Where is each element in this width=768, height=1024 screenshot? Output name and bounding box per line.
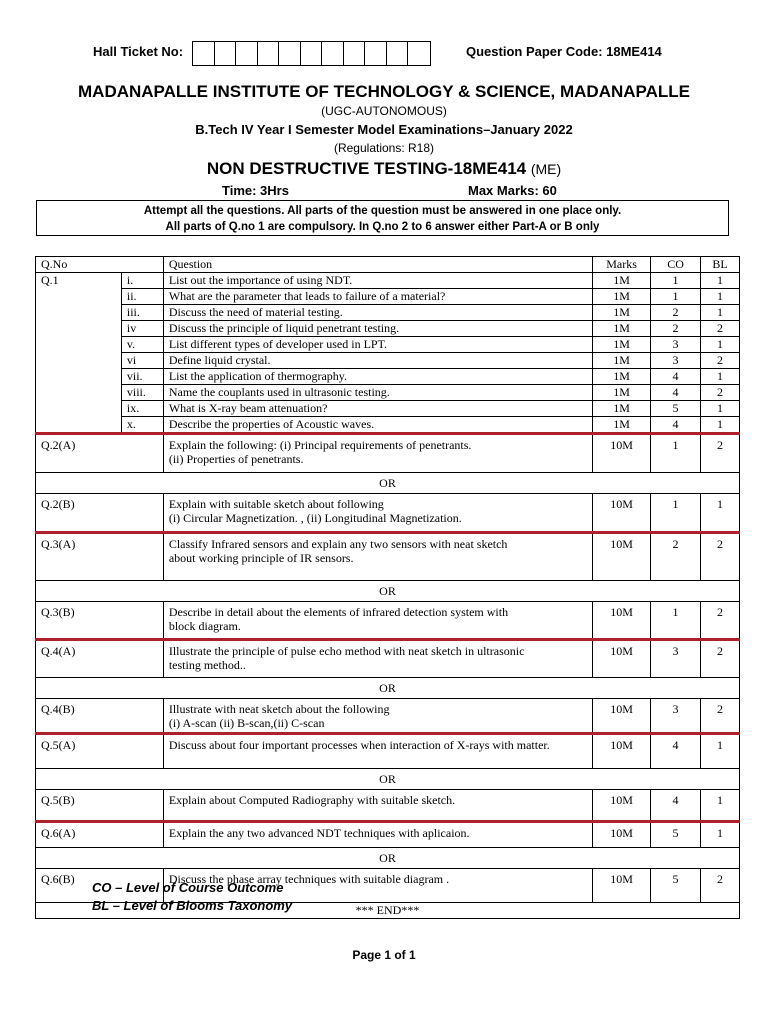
ticket-digit-box[interactable]	[322, 42, 344, 65]
header-bl: BL	[701, 257, 740, 273]
co-cell: 3	[651, 337, 701, 353]
bl-cell: 1	[701, 822, 740, 848]
long-questions	[36, 434, 740, 919]
question-table	[35, 256, 740, 919]
marks-cell: 1M	[593, 401, 651, 417]
table-row	[36, 321, 740, 337]
marks-cell: 1M	[593, 353, 651, 369]
table-row	[36, 289, 740, 305]
ticket-digit-box[interactable]	[344, 42, 366, 65]
subpart-label: v.	[121, 337, 163, 353]
max-marks: Max Marks: 60	[468, 183, 557, 198]
question-text	[163, 790, 592, 822]
ticket-digit-box[interactable]	[365, 42, 387, 65]
branch: (ME)	[530, 161, 562, 177]
marks-cell: 1M	[593, 385, 651, 401]
question-text	[163, 640, 592, 678]
co-cell: 1	[651, 434, 701, 473]
subpart-label: ii.	[121, 289, 163, 305]
bl-cell: 2	[701, 869, 740, 903]
exam-time: Time: 3Hrs	[222, 183, 289, 198]
co-cell: 5	[651, 401, 701, 417]
table-row	[36, 353, 740, 369]
bl-cell: 2	[701, 640, 740, 678]
subject-title	[0, 159, 768, 179]
question-line: (i) Circular Magnetization. , (ii) Longitudinal Magnetization.	[168, 511, 462, 525]
subpart-label: x.	[121, 417, 163, 434]
table-row	[36, 822, 740, 848]
ticket-digit-box[interactable]	[236, 42, 258, 65]
question-number: Q.5(B)	[36, 790, 164, 822]
subpart-label: vi	[121, 353, 163, 369]
bl-cell: 1	[701, 273, 740, 289]
question-line: (ii) Properties of penetrants.	[168, 452, 304, 466]
bl-cell: 1	[701, 401, 740, 417]
table-row	[36, 305, 740, 321]
header-qno: Q.No	[36, 257, 164, 273]
table-row	[36, 401, 740, 417]
bl-cell: 1	[701, 289, 740, 305]
ticket-digit-box[interactable]	[408, 42, 430, 65]
subpart-label: i.	[121, 273, 163, 289]
or-row	[36, 769, 740, 790]
marks-cell: 1M	[593, 273, 651, 289]
question-text: List the application of thermography.	[163, 369, 592, 385]
subject-name: NON DESTRUCTIVE TESTING-18ME414	[206, 159, 527, 178]
question-text: Define liquid crystal.	[163, 353, 592, 369]
question-line: Discuss about four important processes when interaction of X-rays with matter.	[168, 738, 550, 752]
co-cell: 3	[651, 353, 701, 369]
subpart-label: vii.	[121, 369, 163, 385]
or-label: OR	[36, 678, 740, 699]
table-row	[36, 533, 740, 581]
bl-cell: 2	[701, 321, 740, 337]
marks-cell: 10M	[593, 602, 651, 640]
marks-cell: 1M	[593, 417, 651, 434]
co-cell: 1	[651, 494, 701, 533]
bl-cell: 1	[701, 790, 740, 822]
marks-cell: 10M	[593, 790, 651, 822]
co-cell: 4	[651, 417, 701, 434]
institute-name: MADANAPALLE INSTITUTE OF TECHNOLOGY & SCIENCE, MADANAPALLE	[78, 82, 690, 101]
or-label: OR	[36, 848, 740, 869]
q1-number: Q.1	[36, 273, 122, 434]
co-cell: 1	[651, 289, 701, 305]
question-line: Explain the any two advanced NDT techniques with aplicaion.	[168, 826, 470, 840]
question-line: Classify Infrared sensors and explain any two sensors with neat sketch	[168, 537, 508, 551]
table-header-row	[36, 257, 740, 273]
marks-cell: 1M	[593, 289, 651, 305]
marks-cell: 1M	[593, 369, 651, 385]
question-line: Explain with suitable sketch about following	[168, 497, 384, 511]
question-text: Discuss the principle of liquid penetrant testing.	[163, 321, 592, 337]
or-label: OR	[36, 473, 740, 494]
question-line: Explain about Computed Radiography with suitable sketch.	[168, 793, 456, 807]
question-line: Describe in detail about the elements of infrared detection system with	[168, 605, 509, 619]
marks-cell: 10M	[593, 494, 651, 533]
question-number: Q.2(B)	[36, 494, 164, 533]
legend-co: CO – Level of Course Outcome	[92, 880, 284, 895]
marks-cell: 10M	[593, 822, 651, 848]
co-cell: 1	[651, 602, 701, 640]
end-label: *** END***	[36, 903, 740, 919]
question-line: (i) A-scan (ii) B-scan,(ii) C-scan	[168, 716, 325, 730]
question-line: Explain the following: (i) Principal requirements of penetrants.	[168, 438, 472, 452]
or-row	[36, 678, 740, 699]
question-text: Name the couplants used in ultrasonic testing.	[163, 385, 592, 401]
ticket-digit-box[interactable]	[301, 42, 323, 65]
question-line: block diagram.	[168, 619, 241, 633]
question-text: Describe the properties of Acoustic waves.	[163, 417, 592, 434]
question-text	[163, 533, 592, 581]
table-row	[36, 369, 740, 385]
or-label: OR	[36, 769, 740, 790]
co-cell: 2	[651, 305, 701, 321]
bl-cell: 2	[701, 353, 740, 369]
hall-ticket-label: Hall Ticket No:	[93, 44, 184, 59]
question-text	[163, 494, 592, 533]
or-row	[36, 473, 740, 494]
table-row	[36, 337, 740, 353]
question-text	[163, 734, 592, 769]
question-text	[163, 602, 592, 640]
co-cell: 5	[651, 822, 701, 848]
instruction-line: All parts of Q.no 1 are compulsory. In Q.no 2 to 6 answer either Part-A or B only	[165, 221, 600, 233]
marks-cell: 1M	[593, 337, 651, 353]
question-number: Q.6(A)	[36, 822, 164, 848]
marks-cell: 10M	[593, 434, 651, 473]
q1-parts	[36, 273, 740, 434]
co-cell: 5	[651, 869, 701, 903]
header-co: CO	[651, 257, 701, 273]
co-cell: 3	[651, 699, 701, 734]
legend-bl: BL – Level of Blooms Taxonomy	[92, 898, 293, 913]
instruction-line: Attempt all the questions. All parts of the question must be answered in one place only.	[143, 205, 622, 217]
question-number: Q.3(B)	[36, 602, 164, 640]
question-text: List different types of developer used in LPT.	[163, 337, 592, 353]
question-line: about working principle of IR sensors.	[168, 551, 354, 565]
bl-cell: 1	[701, 417, 740, 434]
question-text	[163, 699, 592, 734]
hall-ticket-boxes[interactable]	[192, 41, 431, 66]
marks-cell: 1M	[593, 305, 651, 321]
question-number: Q.4(A)	[36, 640, 164, 678]
table-row	[36, 417, 740, 434]
question-text: Discuss the need of material testing.	[163, 305, 592, 321]
or-row	[36, 581, 740, 602]
marks-cell: 10M	[593, 640, 651, 678]
bl-cell: 2	[701, 385, 740, 401]
question-number: Q.4(B)	[36, 699, 164, 734]
bl-cell: 1	[701, 494, 740, 533]
co-cell: 3	[651, 640, 701, 678]
question-line: Illustrate the principle of pulse echo method with neat sketch in ultrasonic	[168, 644, 525, 658]
ticket-digit-box[interactable]	[279, 42, 301, 65]
question-text: List out the importance of using NDT.	[163, 273, 592, 289]
ticket-digit-box[interactable]	[387, 42, 409, 65]
question-line: Discuss the phase array techniques with suitable diagram .	[168, 872, 450, 886]
marks-cell: 1M	[593, 321, 651, 337]
bl-cell: 1	[701, 305, 740, 321]
question-text	[163, 822, 592, 848]
marks-cell: 10M	[593, 734, 651, 769]
co-cell: 2	[651, 321, 701, 337]
ticket-digit-box[interactable]	[193, 42, 215, 65]
regulations: (Regulations: R18)	[333, 141, 435, 155]
question-line: testing method..	[168, 658, 246, 672]
legend	[92, 879, 292, 915]
subpart-label: iv	[121, 321, 163, 337]
question-line: Illustrate with neat sketch about the following	[168, 702, 390, 716]
table-row	[36, 602, 740, 640]
header-question: Question	[163, 257, 592, 273]
table-row	[36, 699, 740, 734]
table-row	[36, 790, 740, 822]
co-cell: 4	[651, 734, 701, 769]
exam-title: B.Tech IV Year I Semester Model Examinations–January 2022	[195, 122, 573, 137]
bl-cell: 2	[701, 434, 740, 473]
question-text: What are the parameter that leads to failure of a material?	[163, 289, 592, 305]
table-row	[36, 494, 740, 533]
marks-cell: 10M	[593, 869, 651, 903]
question-text: What is X-ray beam attenuation?	[163, 401, 592, 417]
co-cell: 4	[651, 790, 701, 822]
co-cell: 2	[651, 533, 701, 581]
table-row	[36, 385, 740, 401]
marks-cell: 10M	[593, 699, 651, 734]
co-cell: 1	[651, 273, 701, 289]
question-number: Q.6(B)	[36, 869, 164, 903]
ticket-digit-box[interactable]	[215, 42, 237, 65]
question-number: Q.3(A)	[36, 533, 164, 581]
table-row	[36, 734, 740, 769]
header-marks: Marks	[593, 257, 651, 273]
ticket-digit-box[interactable]	[258, 42, 280, 65]
question-number: Q.2(A)	[36, 434, 164, 473]
or-row	[36, 848, 740, 869]
instructions-box	[36, 200, 729, 236]
page-number: Page 1 of 1	[352, 948, 416, 962]
bl-cell: 1	[701, 734, 740, 769]
question-paper-code: Question Paper Code: 18ME414	[466, 44, 662, 59]
table-row	[36, 640, 740, 678]
table-row	[36, 434, 740, 473]
question-number: Q.5(A)	[36, 734, 164, 769]
bl-cell: 1	[701, 337, 740, 353]
question-text	[163, 434, 592, 473]
bl-cell: 2	[701, 699, 740, 734]
autonomy-status: (UGC-AUTONOMOUS)	[321, 104, 447, 118]
marks-cell: 10M	[593, 533, 651, 581]
bl-cell: 2	[701, 602, 740, 640]
bl-cell: 2	[701, 533, 740, 581]
table-row	[36, 273, 740, 289]
co-cell: 4	[651, 385, 701, 401]
subpart-label: ix.	[121, 401, 163, 417]
subpart-label: viii.	[121, 385, 163, 401]
co-cell: 4	[651, 369, 701, 385]
bl-cell: 1	[701, 369, 740, 385]
subpart-label: iii.	[121, 305, 163, 321]
or-label: OR	[36, 581, 740, 602]
